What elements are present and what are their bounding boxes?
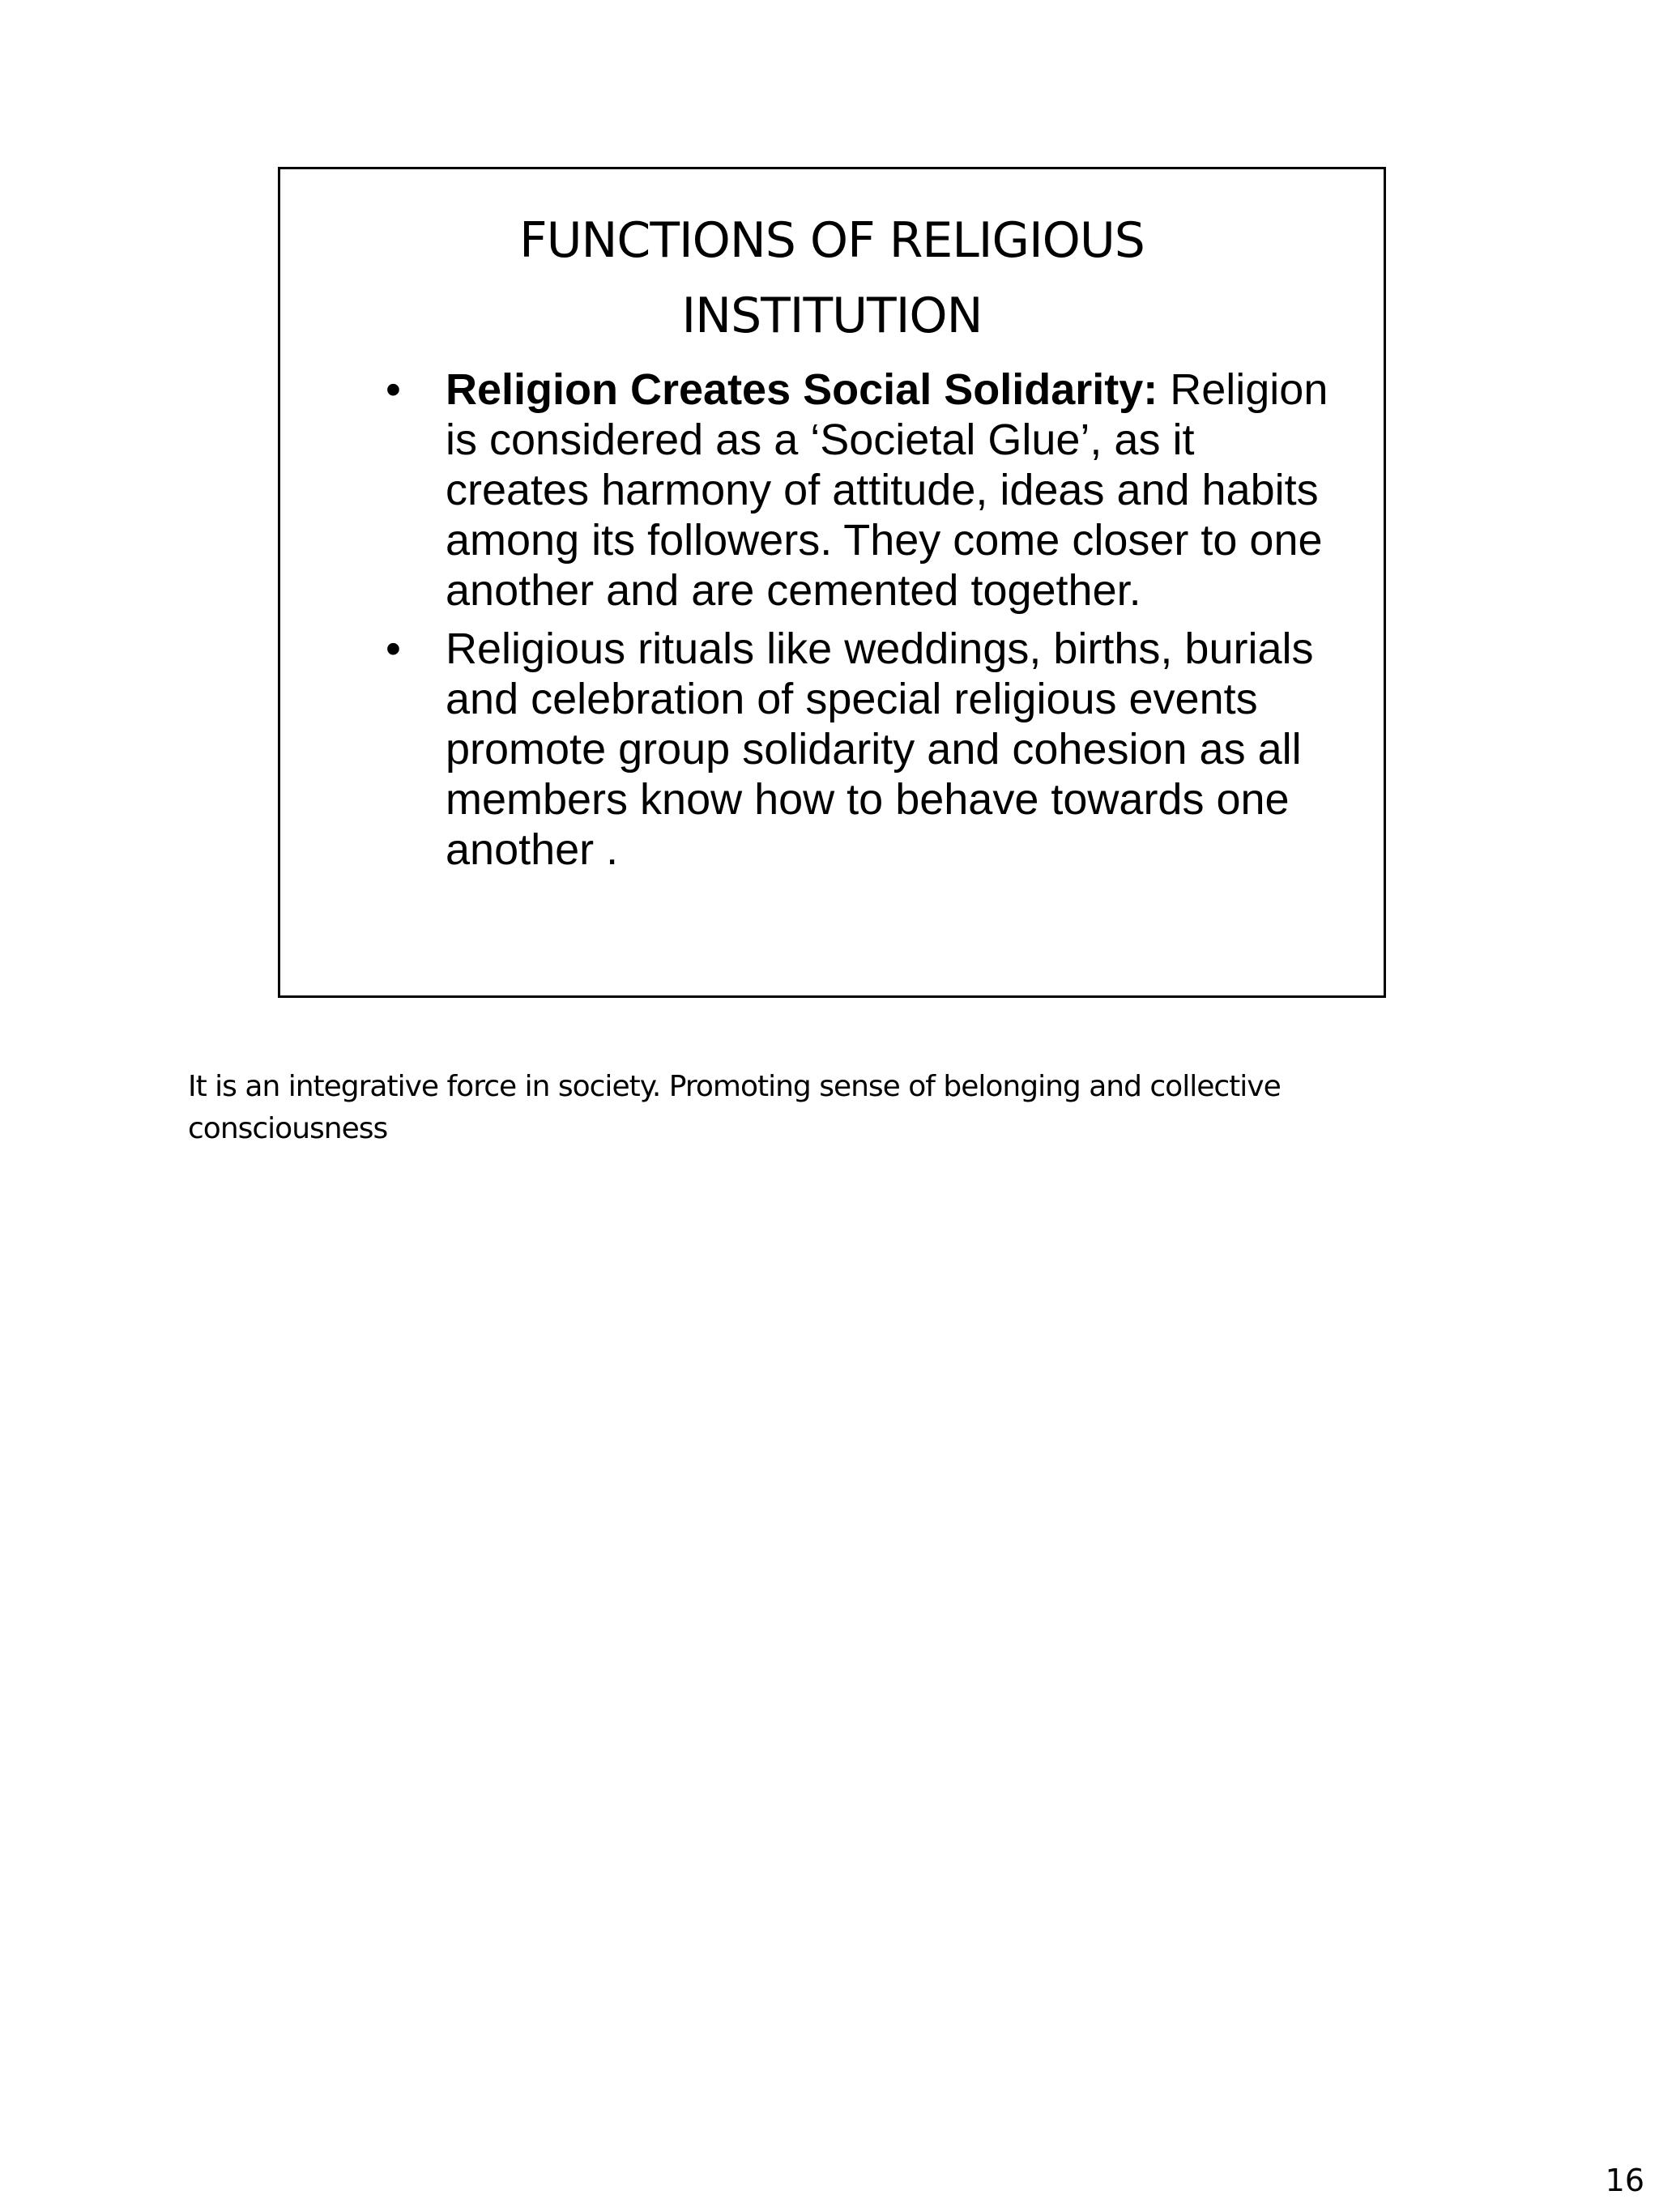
bullet-line: is considered as a ‘Societal Glue’, as it	[446, 416, 1195, 464]
slide-title-line: INSTITUTION	[681, 288, 983, 344]
bullet-dot: •	[386, 624, 401, 673]
bullet-line: Religious rituals like weddings, births, burials	[446, 624, 1314, 673]
page-number: 16	[1605, 2163, 1644, 2198]
bullet-bold-lead: Religion Creates Social Solidarity:	[446, 365, 1158, 414]
speaker-notes	[188, 1066, 1484, 1150]
bullet-line: creates harmony of attitude, ideas and habits	[446, 466, 1319, 514]
bullet-item	[386, 624, 1370, 875]
bullet-line: another .	[446, 825, 619, 874]
notes-line: It is an integrative force in society. Promoting sense of belonging and collective	[188, 1070, 1281, 1103]
slide-title-line: FUNCTIONS OF RELIGIOUS	[519, 212, 1145, 269]
bullet-line: promote group solidarity and cohesion as all	[446, 725, 1302, 774]
bullet-line: and celebration of special religious events	[446, 675, 1258, 723]
bullet-dot: •	[386, 365, 401, 414]
bullet-line	[446, 364, 1370, 415]
bullet-line: among its followers. They come closer to one	[446, 516, 1323, 565]
slide-thumbnail	[278, 167, 1386, 998]
bullet-text: Religion	[1158, 365, 1328, 414]
bullet-line: members know how to behave towards one	[446, 775, 1290, 824]
bullet-list	[386, 364, 1370, 883]
bullet-line: another and are cemented together.	[446, 566, 1141, 615]
notes-line: consciousness	[188, 1112, 388, 1145]
slide-title	[280, 203, 1384, 354]
bullet-item	[386, 364, 1370, 616]
